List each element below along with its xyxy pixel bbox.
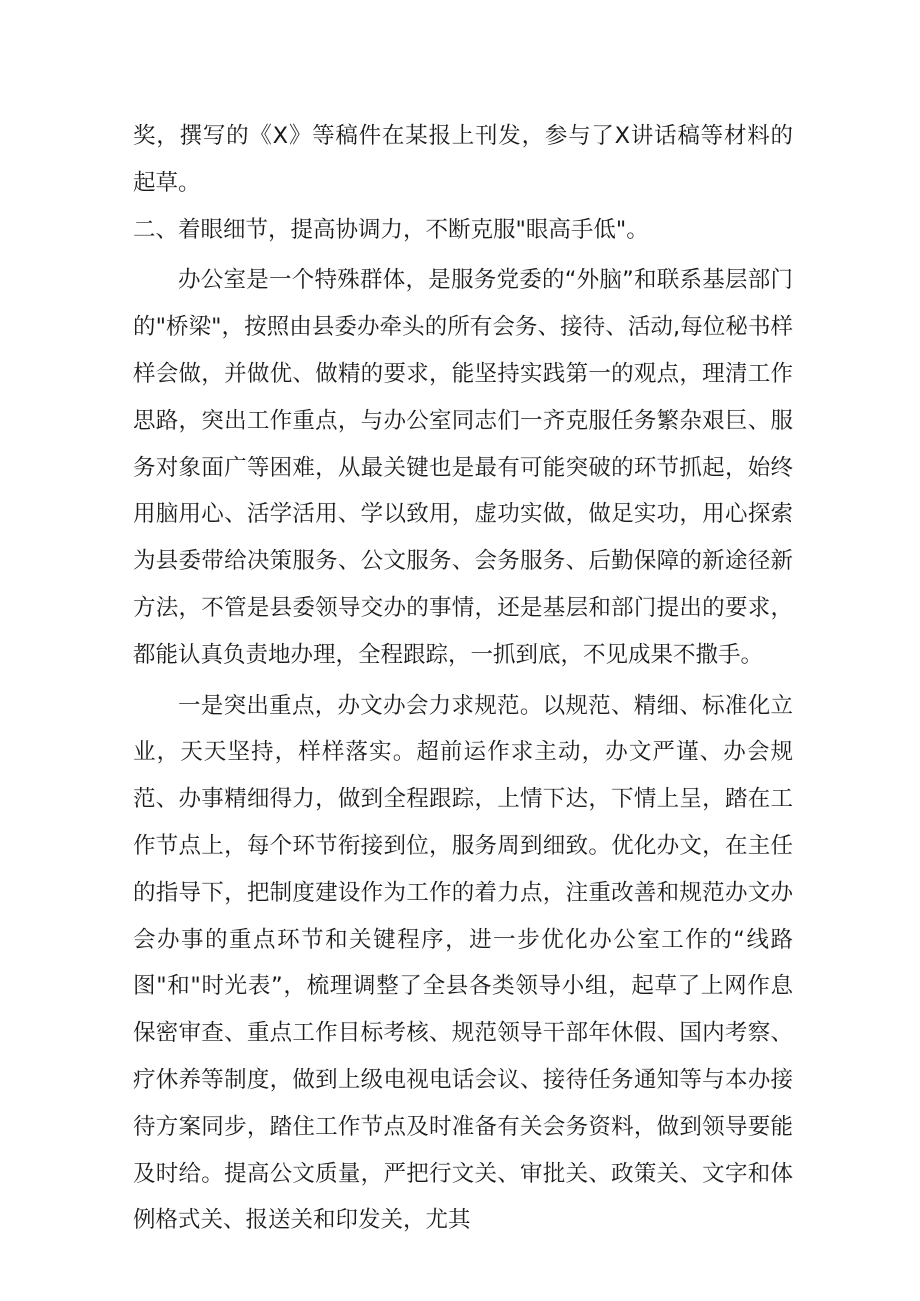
body-paragraph: 一是突出重点，办文办会力求规范。以规范、精细、标准化立业，天天坚持，样样落实。超前运作求主动，办文严谨、办会规范、办事精细得力，做到全程跟踪，上情下达，下情上呈，踏在工作节点上，每个环节衔接到位，服务周到细致。优化办文，在主任的指导下，把制度建设作为工作的着力点，注重改善和规范办文办会办事的重点环节和关键程序，进一步优化办公室工作的“线路图"和"时光表”，梳理调整了全县各类领导小组，起草了上网作息保密审查、重点工作目标考核、规范领导干部年休假、国内考察、疗休养等制度，做到上级电视电话会议、接待任务通知等与本办接待方案同步，踏住工作节点及时准备有关会务资料，做到领导要能及时给。提高公文质量，严把行文关、审批关、政策关、文字和体例格式关、报送关和印发关，尤其 <box>133 692 793 1234</box>
continuation-paragraph: 奖，撰写的《X》等稿件在某报上刊发，参与了X讲话稿等材料的起草。 <box>133 123 793 196</box>
document-body <box>133 113 793 1244</box>
body-paragraph: 办公室是一个特殊群体，是服务党委的“外脑”和联系基层部门的"桥梁"，按照由县委办牵头的所有会务、接待、活动,每位秘书样样会做，并做优、做精的要求，能坚持实践第一的观点，理清工作思路，突出工作重点，与办公室同志们一齐克服任务繁杂艰巨、服务对象面广等困难，从最关键也是最有可能突破的环节抓起，始终用脑用心、活学活用、学以致用，虚功实做，做足实功，用心探索为县委带给决策服务、公文服务、会务服务、后勤保障的新途径新方法，不管是县委领导交办的事情，还是基层和部门提出的要求，都能认真负责地办理，全程跟踪，一抓到底，不见成果不撒手。 <box>133 267 793 668</box>
section-heading: 二、着眼细节，提高协调力，不断克服"眼高手低"。 <box>133 216 649 243</box>
